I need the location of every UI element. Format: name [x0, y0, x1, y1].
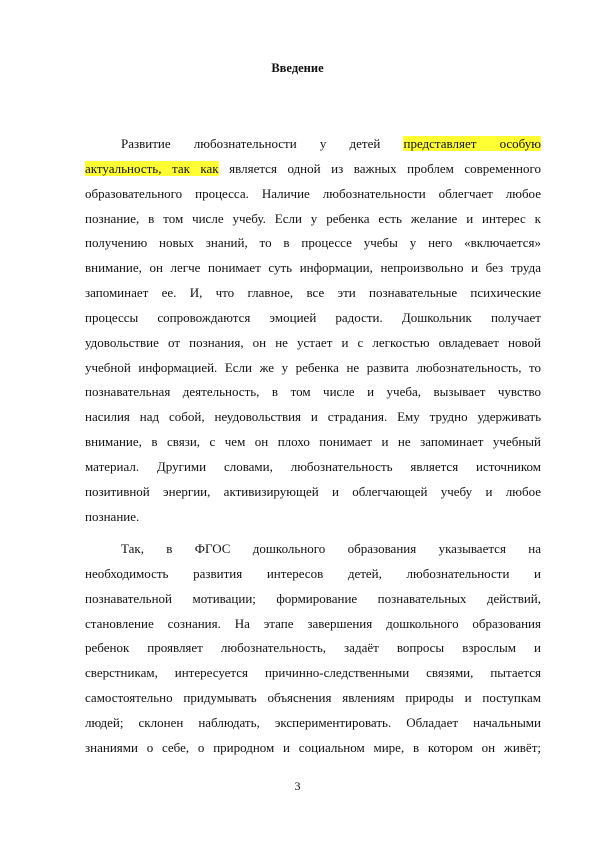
paragraph-2 [85, 537, 541, 761]
text-span: Развитие любознательности у детей [121, 136, 404, 151]
paragraph-line: материал. Другими словами, любознательность является источником [85, 458, 541, 474]
paragraph-line: позитивной энергии, активизирующей и облегчающей учебу и любое [85, 483, 541, 499]
highlighted-text: актуальность, так как [85, 160, 219, 176]
paragraph-line: познание. [85, 508, 140, 524]
paragraph-line [85, 132, 541, 157]
paragraph-line: запоминает ее. И, что главное, все эти познавательные психические [85, 285, 541, 301]
paragraph-line: удовольствие от познания, он не устает и с легкостью овладевает новой [85, 334, 541, 350]
paragraph-line: образовательного процесса. Наличие любознательности облегчает любое [85, 185, 541, 201]
paragraph-line: насилия над собой, неудовольствия и страдания. Ему трудно удерживать [85, 409, 541, 425]
paragraph-line: знаниями о себе, о природном и социальном мире, в котором он живёт; [85, 739, 541, 755]
page-title: Введение [271, 61, 324, 75]
paragraph-line: людей; склонен наблюдать, экспериментировать. Обладает начальными [85, 714, 541, 730]
highlighted-text: представляет особую [403, 136, 541, 151]
page-number: 3 [294, 779, 301, 793]
paragraph-1 [85, 132, 541, 530]
paragraph-line: познание, в том числе учебу. Если у ребенка есть желание и интерес к [85, 210, 541, 226]
paragraph-line: внимание, он легче понимает суть информации, непроизвольно и без труда [85, 260, 541, 276]
paragraph-line: сверстникам, интересуется причинно-следственными связями, пытается [85, 665, 541, 681]
paragraph-line: познавательная деятельность, в том числе и учеба, вызывает чувство [85, 384, 541, 400]
paragraph-line: необходимость развития интересов детей, любознательности и [85, 565, 541, 581]
text-span: является одной из важных проблем современного [218, 160, 541, 176]
paragraph-line [85, 157, 541, 182]
paragraph-line: внимание, в связи, с чем он плохо понимает и не запоминает учебный [85, 434, 541, 450]
paragraph-line: получению новых знаний, то в процессе учебы у него «включается» [85, 235, 541, 251]
paragraph-line: Так, в ФГОС дошкольного образования указывается на [121, 541, 541, 556]
paragraph-line: становление сознания. На этапе завершения дошкольного образования [85, 615, 541, 631]
paragraph-line: ребенок проявляет любознательность, задаёт вопросы взрослым и [85, 640, 541, 656]
paragraph-line: познавательной мотивации; формирование познавательных действий, [85, 590, 541, 606]
paragraph-line: самостоятельно придумывать объяснения явлениям природы и поступкам [85, 690, 541, 706]
paragraph-line: учебной информацией. Если же у ребенка не развита любознательность, то [85, 359, 541, 375]
paragraph-line: процессы сопровождаются эмоцией радости. Дошкольник получает [85, 309, 541, 325]
